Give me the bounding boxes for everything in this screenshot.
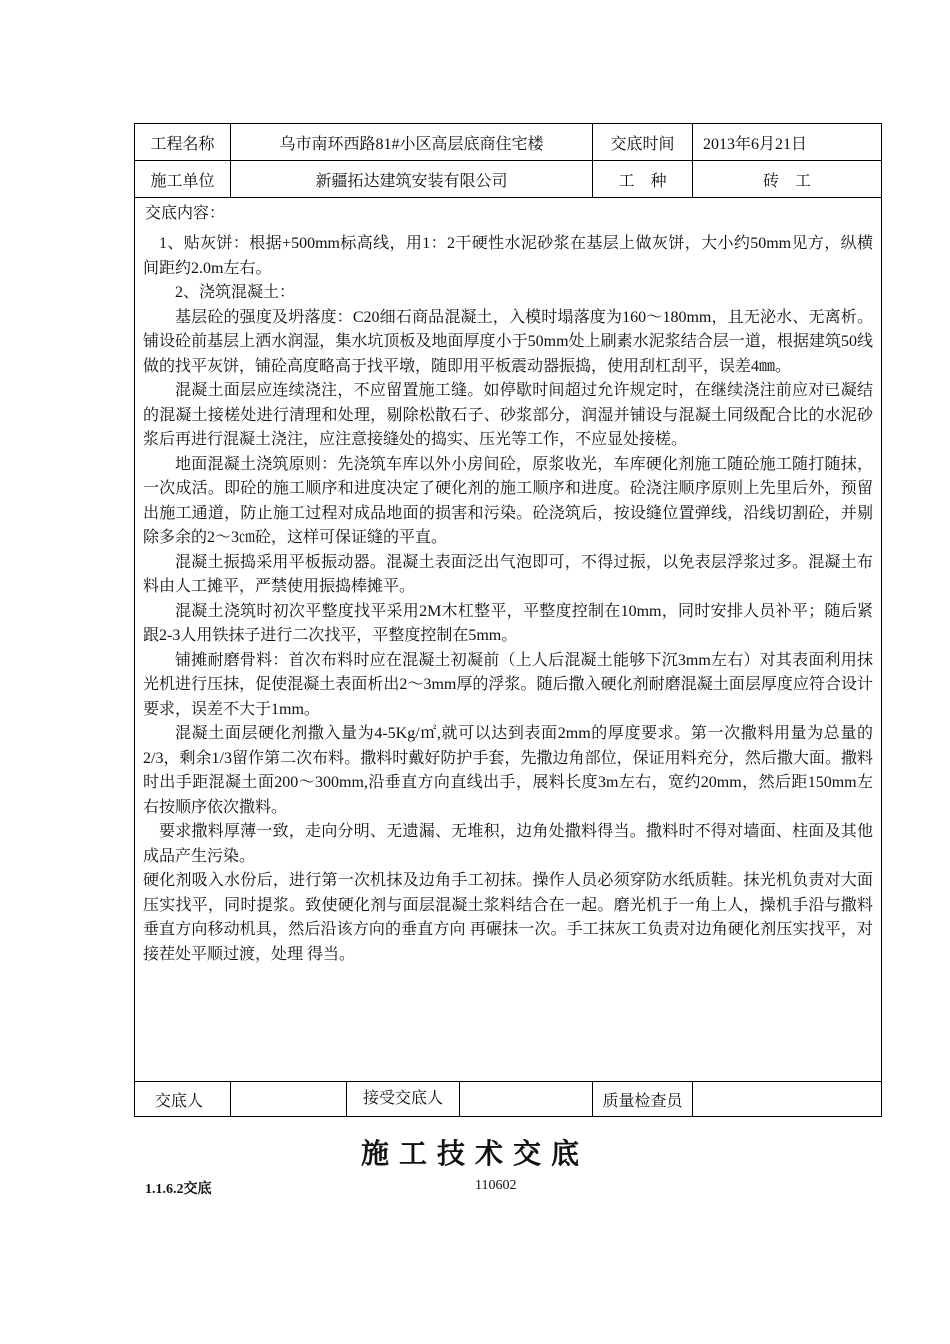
disclosure-date-value: 2013年6月21日 [693, 124, 882, 161]
content-intro: 交底内容： [145, 205, 226, 222]
disclosure-form [134, 123, 882, 1117]
receiver-label: 接受交底人 [347, 1082, 460, 1116]
construction-unit-label: 施工单位 [135, 161, 231, 198]
construction-unit-value: 新疆拓达建筑安装有限公司 [231, 161, 593, 198]
signature-row [135, 1082, 882, 1117]
content-paragraph: 硬化剂吸入水份后，进行第一次机抹及边角手工初抹。操作人员必须穿防水纸质鞋。抹光机负责对大面压实找平，同时提浆。致使硬化剂与面层混凝土浆料结合在一起。磨光机于一角上人，操机手沿与撒料垂直方向移动机具，然后沿该方向的垂直方向 再碾抹一次。手工抹灰工负责对边角硬化剂压实找平，对接茬处平顺过渡，处理 得当。 [143, 872, 874, 963]
content-paragraph: 混凝土振捣采用平板振动器。混凝土表面泛出气泡即可，不得过振，以免表层浮浆过多。混凝土布料由人工摊平，严禁使用振捣棒摊平。 [143, 553, 874, 595]
disclosure-date-label: 交底时间 [593, 124, 693, 161]
disclosure-giver-field[interactable] [231, 1082, 347, 1117]
content-paragraph: 铺摊耐磨骨料：首次布料时应在混凝土初凝前（上人后混凝土能够下沉3mm左右）对其表面利用抹光机进行压抹，促使混凝土表面析出2～3mm厚的浮浆。随后撒入硬化剂耐磨混凝土面层厚度应符合设计要求，误差不大于1mm。 [143, 651, 874, 718]
inspector-label: 质量检查员 [593, 1082, 693, 1117]
content-row [135, 198, 882, 1082]
content-paragraph: 混凝土面层应连续浇注，不应留置施工缝。如停歇时间超过允许规定时，在继续浇注前应对已凝结的混凝土接槎处进行清理和处理，剔除松散石子、砂浆部分，润湿并铺设与混凝土同级配合比的水泥砂浆后再进行混凝土浇注，应注意接缝处的捣实、压光等工作，不应显处接槎。 [143, 382, 874, 448]
content-cell [135, 198, 882, 1082]
document-title: 施工技术交底 [360, 1137, 589, 1170]
header-row-unit [135, 161, 882, 198]
content-paragraph: 要求撒料厚薄一致，走向分明、无遗漏、无堆积，边角处撒料得当。撒料时不得对墙面、柱面及其他成品产生污染。 [143, 823, 874, 865]
content-paragraph: 地面混凝土浇筑原则：先浇筑车库以外小房间砼，原浆收光，车库硬化剂施工随砼施工随打随抹，一次成活。即砼的施工顺序和进度决定了硬化剂的施工顺序和进度。砼浇注顺序原则上先里后外，预留出施工通道，防止施工过程对成品地面的损害和污染。砼浇筑后，按设缝位置弹线，沿线切割砼，并剔除多余的2～3㎝砼，这样可保证缝的平直。 [143, 455, 874, 546]
content-paragraph: 基层砼的强度及坍落度：C20细石商品混凝土，入模时塌落度为160～180mm，且无泌水、无离析。铺设砼前基层上洒水润湿，集水坑顶板及地面厚度小于50mm处上刷素水泥浆结合层一道，根据建筑50线做的找平灰饼，铺砼高度略高于找平墩，随即用平板震动器振捣，使用刮杠刮平，误差4㎜。 [143, 308, 874, 375]
header-row-project [135, 124, 882, 161]
content-paragraph: 2、浇筑混凝土： [175, 284, 296, 301]
project-name-value: 乌市南环西路81#小区高层底商住宅楼 [231, 124, 593, 161]
content-paragraph: 混凝土面层硬化剂撒入量为4-5Kg/㎡,就可以达到表面2mm的厚度要求。第一次撒料用量为总量的2/3，剩余1/3留作第二次布料。撒料时戴好防护手套，先撒边角部位，保证用料充分，然后撒大面。撒料时出手距混凝土面200～300mm,沿垂直方向直线出手，展料长度3m左右，宽约20mm，然后距150mm左右按顺序依次撒料。 [143, 725, 874, 816]
disclosure-giver-label: 交底人 [135, 1082, 231, 1117]
trade-label: 工 种 [593, 161, 693, 198]
receiver-field[interactable] [460, 1082, 592, 1116]
inspector-field[interactable] [693, 1082, 882, 1117]
content-paragraph: 1、贴灰饼：根据+500mm标高线，用1：2干硬性水泥砂浆在基层上做灰饼，大小约50mm见方，纵横间距约2.0m左右。 [143, 235, 874, 277]
content-paragraph: 混凝土浇筑时初次平整度找平采用2M木杠整平，平整度控制在10mm，同时安排人员补平；随后紧跟2-3人用铁抹子进行二次找平，平整度控制在5mm。 [143, 602, 874, 644]
project-name-label: 工程名称 [135, 124, 231, 161]
document-code: 1.1.6.2交底 [145, 1182, 212, 1197]
receiver-cell [347, 1082, 593, 1117]
document-number: 110602 [475, 1178, 517, 1193]
trade-value: 砖 工 [693, 161, 882, 198]
